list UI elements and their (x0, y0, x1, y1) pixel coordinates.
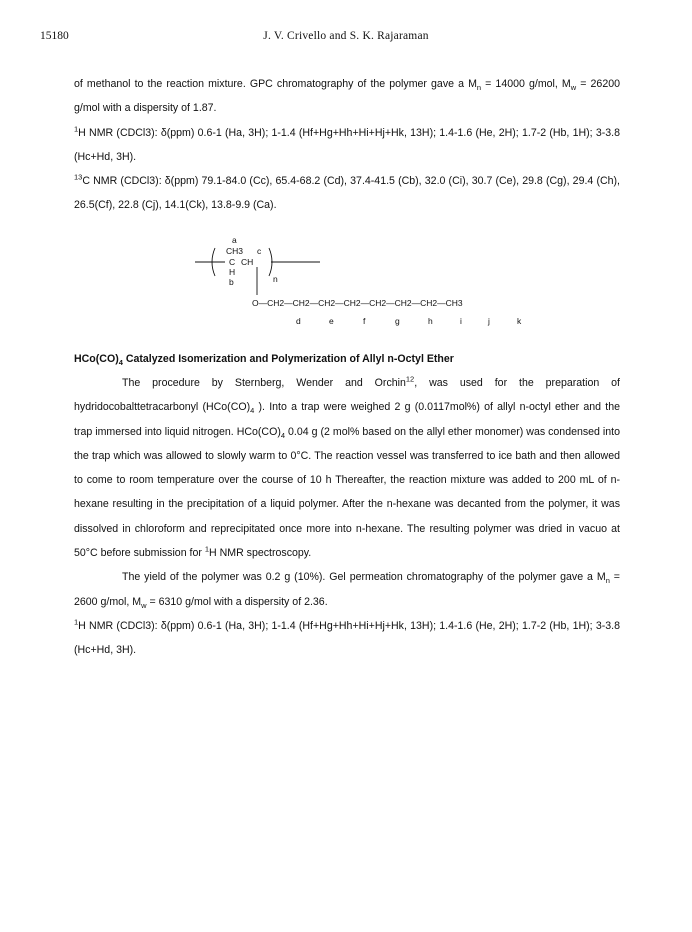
ch-group: CH (241, 257, 254, 267)
yield-paragraph: The yield of the polymer was 0.2 g (10%). Gel permeation chromatography of the polymer gave a $M_n = 2600$ g/mol, $M_w = 6310$ g/mol with a dispersity of 2.36. (74, 571, 620, 610)
h-nmr-data-2: $^1$H NMR (CDCl3): δ(ppm) 0.6-1 (Ha, 3H); 1-1.4 (Hf+Hg+Hh+Hi+Hj+Hk, 13H); 1.4-1.6 (He, 2H); 1.7-2 (Hb, 1H); 3-3.8 (Hc+Hd, 3H). (74, 617, 620, 657)
label-e: e (329, 316, 334, 326)
backbone-carbon: C (229, 257, 236, 267)
label-f: f (363, 316, 366, 326)
text-block-bottom (74, 347, 620, 663)
page-number: 15180 (40, 30, 69, 42)
section-heading: $HCo(CO)_4$ Catalyzed Isomerization and Polymerization of Allyl n-Octyl Ether (74, 353, 454, 368)
running-head: J. V. Crivello and S. K. Rajaraman (263, 30, 429, 42)
backbone-hydrogen: H (229, 267, 236, 277)
label-n: n (273, 274, 278, 284)
label-c: c (257, 246, 262, 256)
bracket-right (269, 248, 272, 276)
side-chain: O—CH2—CH2—CH2—CH2—CH2—CH2—CH2—CH3 (252, 298, 463, 308)
structure-svg (185, 234, 525, 334)
ch3-group: CH3 (226, 246, 244, 256)
label-h: h (428, 316, 433, 326)
label-b: b (229, 277, 234, 287)
text-block-top (74, 72, 620, 218)
label-g: g (395, 316, 400, 326)
label-a: a (232, 235, 237, 245)
polymer-structure-diagram (185, 234, 525, 334)
gpc-paragraph-1: of methanol to the reaction mixture. GPC chromatography of the polymer gave a $M_n = 14000$ g/mol, $M_w = 26200$ g/mol with a dispersity of 1.87. (74, 78, 620, 115)
chain-labels (296, 316, 522, 326)
label-d: d (296, 316, 301, 326)
c-nmr-data: $^{13}$C NMR (CDCl3): δ(ppm) 79.1-84.0 (Cc), 65.4-68.2 (Cd), 37.4-41.5 (Cb), 32.0 (Ci), 30.7 (Ce), 29.8 (Cg), 29.4 (Ch), 26.5(Cf), 22.8 (Cj), 14.1(Ck), 13.8-9.9 (Ca). (74, 172, 620, 212)
label-i: i (460, 316, 462, 326)
label-k: k (517, 316, 522, 326)
h-nmr-data-1: $^1$H NMR (CDCl3): δ(ppm) 0.6-1 (Ha, 3H); 1-1.4 (Hf+Hg+Hh+Hi+Hj+Hk, 13H); 1.4-1.6 (He, 2H); 1.7-2 (Hb, 1H); 3-3.8 (Hc+Hd, 3H). (74, 124, 620, 163)
label-j: j (488, 316, 490, 326)
procedure-paragraph: The procedure by Sternberg, Wender and Orchin$^{12}$, was used for the preparation of hydridocobalttetracarbonyl ($HCo(CO)_4$ ). Into a trap were weighed 2 g (0.0117mol%) of allyl n-octyl ether and the trap immersed into liquid nitrogen. $HCo(CO)_4$ 0.04 g (2 mol% based on the allyl ether monomer) was condensed into the trap which was allowed to slowly warm to 0°C. The reaction vessel was transferred to ice bath and then allowed to come to room temperature over the course of 10 h Thereafter, the reaction mixture was added to 200 mL of n-hexane resulting in the precipitation of a liquid polymer. After the n-hexane was decanted from the polymer, it was dissolved in chloroform and reprecipitated once more into n-hexane. The resulting polymer was dried in vacuo at 50°C before submission for $^1$H NMR spectroscopy. (74, 374, 621, 560)
